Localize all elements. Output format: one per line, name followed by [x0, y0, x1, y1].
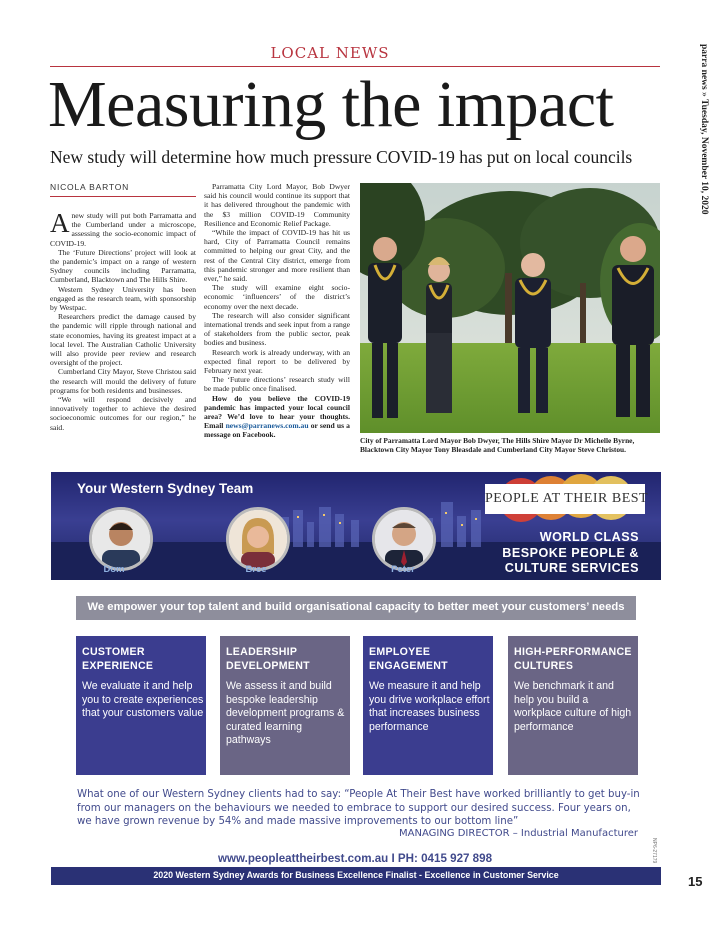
slogan: [495, 530, 639, 577]
issue-date: Tuesday, November 10, 2020: [699, 99, 709, 215]
article-paragraph: Anew study will put both Parramatta and the Cumberland under a microscope, assessing the socio-economic impact of COVID-19.: [50, 208, 196, 248]
article-paragraph: Research work is already underway, with an expected final report to be delivered by February next year.: [204, 347, 350, 376]
call-to-action: [204, 394, 350, 440]
service-card-leadership-development: [220, 636, 350, 775]
tagline: We empower your top talent and build organisational capacity to better meet your customers’ needs: [87, 601, 625, 613]
service-description: We evaluate it and help you to create experiences that your customers value: [82, 680, 204, 720]
article-paragraph: The ‘Future directions’ research study will be made public once finalised.: [204, 375, 350, 394]
service-description: We benchmark it and help you build a workplace culture of high performance: [514, 680, 632, 733]
team-member-name: Dom: [103, 564, 125, 575]
article-paragraph: The study will examine eight socio-economic ‘influencers’ of the district’s economy over the next decade.: [204, 283, 350, 311]
article-paragraph: The research will also consider significant international trends and seek input from a range of stakeholders from the public sector, peak bodies and business.: [204, 310, 350, 348]
cta-email-prefix: Email: [204, 421, 224, 431]
article-paragraph: Parramatta City Lord Mayor, Bob Dwyer said his council would continue its support that it has delivered throughout the pandemic with the $3 million COVID-19 Community Resilience and Economic Relief Package.: [204, 182, 350, 228]
testimonial-attribution: MANAGING DIRECTOR – Industrial Manufacturer: [399, 828, 638, 839]
subheadline: New study will determine how much pressure COVID-19 has put on local councils: [50, 147, 633, 167]
slogan-line: CULTURE SERVICES: [504, 561, 639, 575]
photo-caption: City of Parramatta Lord Mayor Bob Dwyer, The Hills Shire Mayor Dr Michelle Byrne, Blacktown City Mayor Tony Bleasdale and Cumberland City Mayor Steve Christou.: [360, 436, 635, 454]
article-paragraph: Cumberland City Mayor, Steve Christou said the research will mould the delivery of future programs for both residents and businesses.: [50, 367, 196, 395]
article-column-1: [50, 208, 196, 432]
service-title: EMPLOYEE ENGAGEMENT: [369, 646, 448, 672]
ad-code: NP6-27179: [651, 838, 657, 864]
cta-suffix: or send us a message on Facebook.: [204, 421, 350, 440]
headline: Measuring the impact: [48, 68, 614, 141]
service-card-employee-engagement: [363, 636, 493, 775]
section-label: LOCAL NEWS: [270, 44, 390, 62]
drop-cap: A: [50, 208, 70, 238]
service-card-customer-experience: [76, 636, 206, 775]
article-column-2: [204, 182, 350, 440]
article-paragraph: The ‘Future Directions’ project will look at the pandemic’s impact on a range of western Sydney councils including Parramatta, Cumberland, Blacktown and The Hills Shire.: [50, 247, 196, 285]
team-title: Your Western Sydney Team: [77, 481, 254, 496]
service-title: HIGH-PERFORMANCE CULTURES: [514, 646, 632, 672]
dateline-separator: »: [699, 92, 709, 97]
service-card-high-performance-cultures: [508, 636, 638, 775]
cta-question: How do you believe the COVID-19 pandemic has impacted your local council area? We’d love to hear your thoughts.: [204, 393, 350, 422]
team-member-name: Peter: [391, 564, 415, 575]
brand-name: PEOPLE AT THEIR BEST: [485, 491, 649, 506]
client-testimonial: What one of our Western Sydney clients had to say: “People At Their Best have worked brilliantly to get buy-in from our managers on the behaviours we needed to embrace to support our desired success. Four years on, we have grown revenue by 54% and made massive improvements to our bottom line”: [77, 789, 640, 828]
slogan-line: BESPOKE PEOPLE &: [502, 545, 639, 560]
publication-dateline: [689, 44, 709, 244]
avatar-dom: [89, 507, 153, 571]
email-link[interactable]: news@parranews.com.au: [225, 421, 309, 431]
slogan-line: WORLD CLASS: [539, 530, 639, 544]
mayors-photo: [360, 183, 660, 433]
avatar-peter: [372, 507, 436, 571]
article-paragraph: “While the impact of COVID-19 has hit us hard, City of Parramatta Council remains committed to helping our great City, and the rest of the Central City district, emerge from this pandemic stronger and more resilient than ever,” he said.: [204, 228, 350, 284]
avatar-bree: [226, 507, 290, 571]
publication-name: parra news: [699, 44, 709, 90]
service-description: We assess it and build bespoke leadership development programs & curated learning pathways: [226, 680, 345, 747]
service-description: We measure it and help you drive workplace effort that increases business performance: [369, 680, 490, 733]
article-paragraph: Researchers predict the damage caused by the pandemic will ripple through national and state economies, having its greatest impact at a local level. The Australian Catholic University will also provide peer review and research oversight of the project.: [50, 312, 196, 368]
service-title: CUSTOMER EXPERIENCE: [82, 646, 154, 672]
byline-divider: [50, 196, 196, 197]
section-divider: [50, 66, 660, 67]
byline: NICOLA BARTON: [50, 182, 130, 192]
awards-text: 2020 Western Sydney Awards for Business Excellence Finalist - Excellence in Customer Service: [153, 870, 559, 880]
article-paragraph: “We will respond decisively and innovatively together to achieve the desired socioeconomic outcomes for our region,” he said.: [50, 395, 196, 432]
article-paragraph: Western Sydney University has been engaged as the research team, with sponsorship by Westpac.: [50, 284, 196, 313]
service-title: LEADERSHIP DEVELOPMENT: [226, 646, 310, 672]
page-number: 15: [688, 874, 703, 889]
team-member-name: Bree: [245, 564, 267, 575]
contact-line[interactable]: www.peopleattheirbest.com.au I PH: 0415 927 898: [217, 852, 493, 865]
